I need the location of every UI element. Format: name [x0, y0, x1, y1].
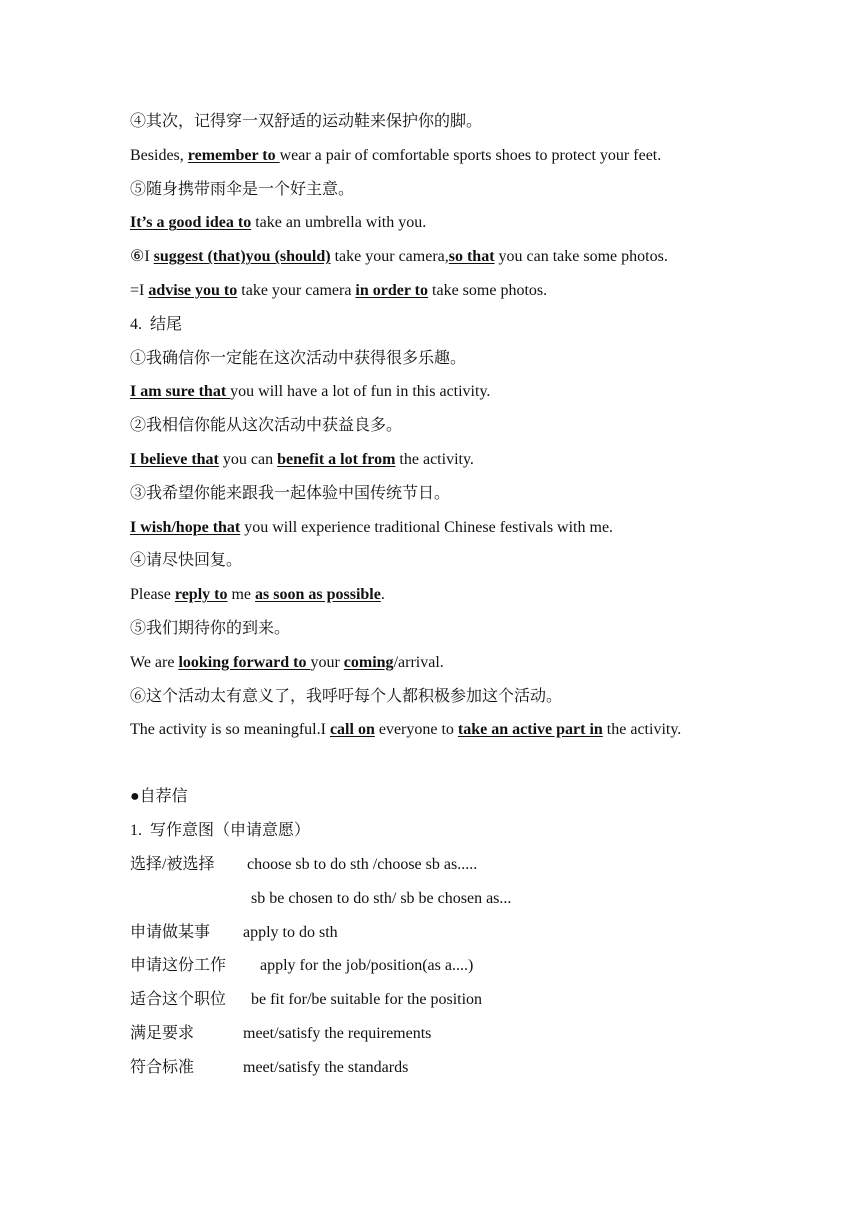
vocab-english: meet/satisfy the standards: [243, 1058, 409, 1076]
text-segment: take your camera,: [330, 248, 449, 266]
key-phrase: I am sure that: [130, 383, 231, 401]
text-line: [130, 585, 385, 605]
vocab-english: meet/satisfy the requirements: [243, 1025, 432, 1042]
text-segment: take some photos.: [428, 282, 548, 299]
text-line: [130, 315, 182, 335]
key-phrase: call on: [329, 721, 375, 739]
text-line: [130, 416, 402, 436]
key-phrase: suggest (that)you (should): [153, 248, 331, 266]
text-line: [130, 382, 490, 402]
vocab-english: apply for the job/position(as a....): [260, 957, 474, 975]
text-segment: take your camera: [237, 282, 356, 299]
text-line: [130, 518, 613, 538]
text-segment: the activity.: [395, 451, 474, 468]
section-subtitle: 1. 写作意图（申请意愿）: [130, 822, 311, 839]
text-segment: =I: [130, 282, 149, 299]
text-line: [130, 146, 661, 166]
text-segment: Please: [130, 586, 175, 604]
text-segment: 4. 结尾: [130, 315, 183, 333]
text-line: [130, 653, 444, 673]
key-phrase: advise you to: [148, 282, 238, 299]
vocab-english: be fit for/be suitable for the position: [251, 991, 483, 1009]
key-phrase: remember to: [187, 146, 280, 164]
vocab-english: sb be chosen to do sth/ sb be chosen as...: [251, 889, 512, 907]
text-segment: me: [227, 586, 256, 604]
text-line: [130, 551, 242, 571]
key-phrase: take an active part in: [457, 721, 603, 739]
text-segment: you can take some photos.: [494, 248, 668, 266]
text-segment: the activity.: [602, 721, 682, 739]
text-segment: ③我希望你能来跟我一起体验中国传统节日。: [130, 484, 451, 502]
vocab-chinese: 申请这份工作: [130, 957, 227, 975]
text-segment: ①我确信你一定能在这次活动中获得很多乐趣。: [130, 349, 467, 367]
text-line: [130, 720, 681, 740]
key-phrase: looking forward to: [178, 653, 311, 671]
text-segment: We are: [130, 653, 179, 671]
text-segment: take an umbrella with you.: [251, 214, 427, 232]
key-phrase: in order to: [355, 282, 429, 299]
text-line: [130, 112, 482, 132]
vocab-english: choose sb to do sth /choose sb as.....: [247, 856, 478, 873]
text-segment: you can: [218, 451, 278, 468]
vocab-english: apply to do sth: [243, 923, 338, 941]
vocab-chinese: 适合这个职位: [130, 991, 227, 1009]
key-phrase: so that: [448, 248, 495, 266]
text-segment: The activity is so meaningful.I: [130, 721, 330, 739]
key-phrase: I wish/hope that: [130, 518, 241, 536]
section-title: ●自荐信: [130, 788, 188, 805]
vocab-chinese: 申请做某事: [130, 923, 211, 941]
key-phrase: I believe that: [130, 451, 219, 468]
text-line: [130, 213, 426, 233]
vocab-chinese: 选择/被选择: [130, 856, 215, 873]
text-line: [130, 450, 474, 470]
text-line: [130, 281, 547, 301]
vocab-chinese: 符合标准: [130, 1058, 195, 1076]
text-segment: you will have a lot of fun in this activity.: [230, 383, 491, 401]
text-line: [130, 247, 668, 267]
key-phrase: reply to: [174, 586, 228, 604]
text-segment: wear a pair of comfortable sports shoes to protect your feet.: [279, 146, 662, 164]
text-segment: ④其次，记得穿一双舒适的运动鞋来保护你的脚。: [130, 113, 483, 130]
text-segment: your: [310, 653, 344, 671]
text-line: [130, 687, 562, 707]
text-line: [130, 619, 290, 639]
text-segment: ⑤我们期待你的到来。: [130, 620, 291, 637]
text-line: [130, 484, 450, 504]
vocab-chinese: 满足要求: [130, 1025, 195, 1042]
text-segment: ②我相信你能从这次活动中获益良多。: [130, 417, 403, 435]
text-segment: everyone to: [374, 721, 458, 739]
text-segment: ⑤随身携带雨伞是一个好主意。: [130, 180, 355, 198]
text-segment: ⑥I: [130, 248, 154, 266]
text-segment: ⑥这个活动太有意义了，我呼吁每个人都积极参加这个活动。: [130, 687, 563, 705]
text-line: [130, 349, 466, 369]
text-segment: /arrival.: [393, 653, 444, 671]
text-segment: you will experience traditional Chinese festivals with me.: [240, 518, 614, 536]
key-phrase: benefit a lot from: [277, 451, 396, 468]
text-segment: ④请尽快回复。: [130, 552, 243, 570]
key-phrase: It’s a good idea to: [130, 214, 252, 232]
key-phrase: as soon as possible: [255, 586, 381, 604]
text-segment: .: [380, 586, 385, 604]
text-segment: Besides,: [130, 146, 188, 164]
key-phrase: coming: [343, 653, 394, 671]
text-line: [130, 180, 354, 200]
